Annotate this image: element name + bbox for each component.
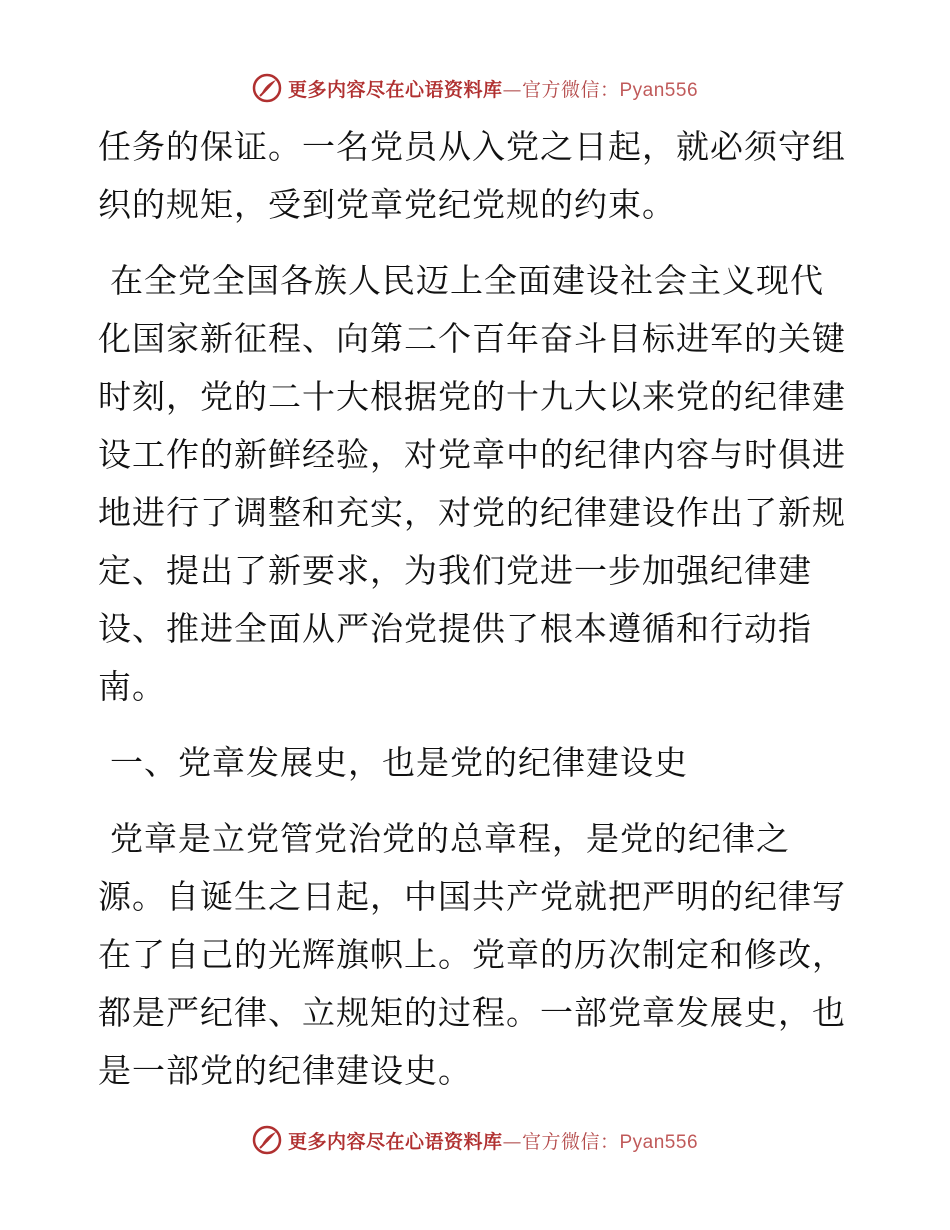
paragraph-2 bbox=[98, 252, 850, 716]
watermark-wechat-label: 官方微信： bbox=[521, 78, 620, 101]
footer-watermark bbox=[0, 1124, 950, 1156]
feather-logo-icon bbox=[252, 1125, 282, 1155]
text-line: 在了自己的光辉旗帜上。党章的历次制定和修改， bbox=[98, 935, 846, 974]
text-line: 设、推进全面从严治党提供了根本遵循和行动指 bbox=[98, 609, 812, 648]
watermark-text bbox=[288, 75, 698, 102]
text-line: 地进行了调整和充实，对党的纪律建设作出了新规 bbox=[98, 493, 846, 532]
watermark-main-text: 更多内容尽在心语资料库 bbox=[287, 78, 503, 101]
paragraph-1 bbox=[98, 118, 850, 234]
section-heading bbox=[98, 734, 850, 792]
text-line: 时刻，党的二十大根据党的十九大以来党的纪律建 bbox=[98, 377, 846, 416]
text-line: 织的规矩，受到党章党纪党规的约束。 bbox=[98, 185, 676, 224]
feather-logo-icon bbox=[252, 73, 282, 103]
watermark-main-text: 更多内容尽在心语资料库 bbox=[287, 1130, 503, 1153]
paragraph-3 bbox=[98, 810, 850, 1100]
header-watermark bbox=[0, 72, 950, 104]
watermark-text bbox=[288, 1127, 698, 1154]
text-line: 党章是立党管党治党的总章程，是党的纪律之 bbox=[110, 819, 790, 858]
document-body bbox=[98, 118, 850, 1100]
text-line: 设工作的新鲜经验，对党章中的纪律内容与时俱进 bbox=[98, 435, 846, 474]
text-line: 定、提出了新要求，为我们党进一步加强纪律建 bbox=[98, 551, 812, 590]
watermark-wechat-id: Pyan556 bbox=[619, 79, 699, 101]
text-line: 任务的保证。一名党员从入党之日起，就必须守组 bbox=[98, 127, 846, 166]
watermark-wechat-id: Pyan556 bbox=[619, 1131, 699, 1153]
text-line: 是一部党的纪律建设史。 bbox=[98, 1051, 472, 1090]
text-line: 都是严纪律、立规矩的过程。一部党章发展史，也 bbox=[98, 993, 846, 1032]
watermark-wechat-label: 官方微信： bbox=[521, 1130, 620, 1153]
watermark-dash: — bbox=[502, 78, 522, 101]
watermark-dash: — bbox=[502, 1130, 522, 1153]
heading-text: 一、党章发展史，也是党的纪律建设史 bbox=[110, 743, 688, 782]
text-line: 化国家新征程、向第二个百年奋斗目标进军的关键 bbox=[98, 319, 846, 358]
text-line: 在全党全国各族人民迈上全面建设社会主义现代 bbox=[110, 261, 824, 300]
text-line: 源。自诞生之日起，中国共产党就把严明的纪律写 bbox=[98, 877, 846, 916]
text-line: 南。 bbox=[98, 667, 166, 706]
